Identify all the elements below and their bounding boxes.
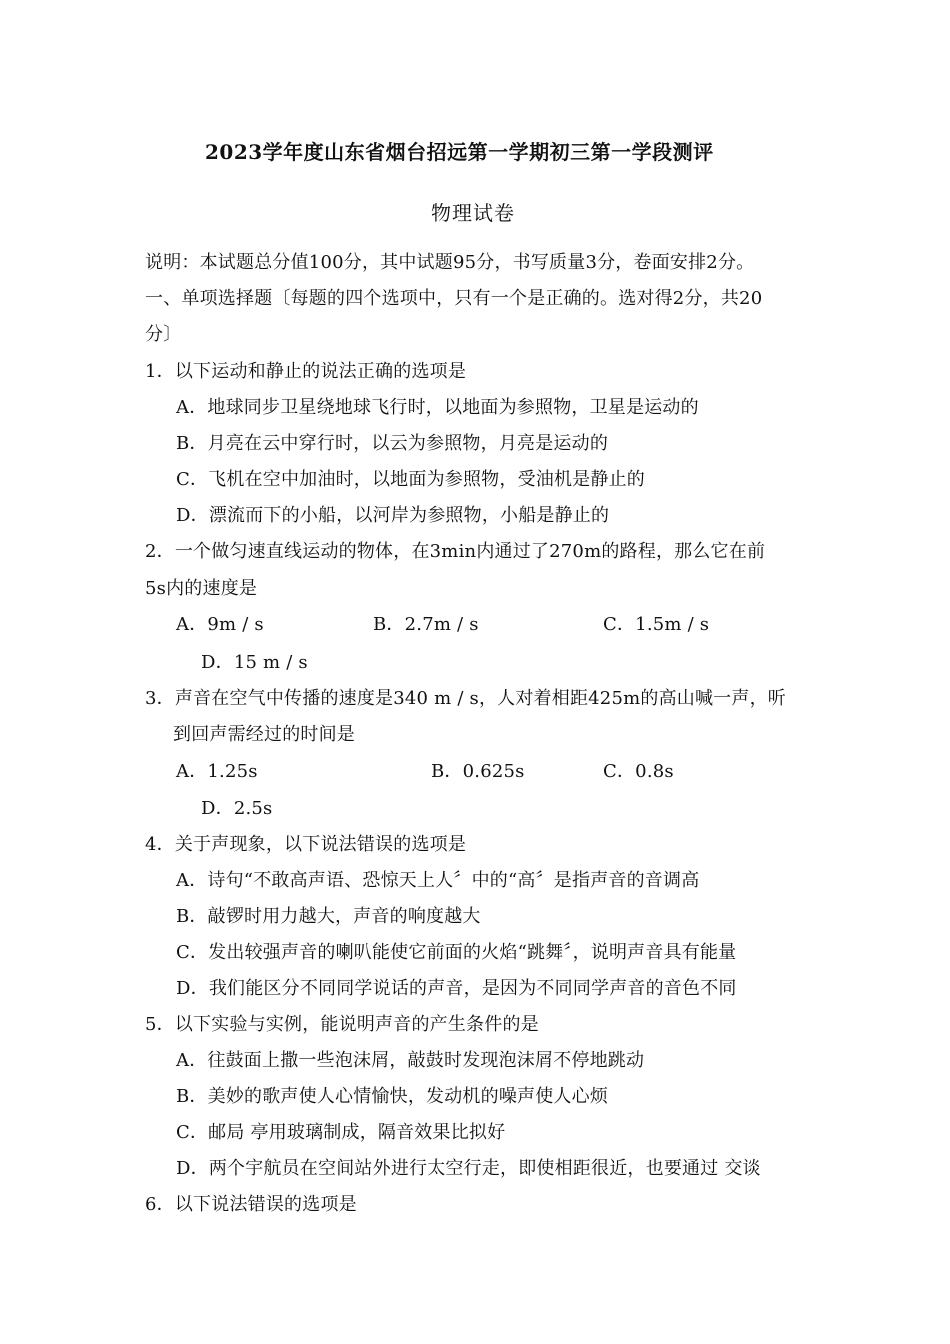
question-2-option-d: D．15 m / s <box>201 652 308 673</box>
question-1-stem: 1．以下运动和静止的说法正确的选项是 <box>145 361 467 382</box>
question-2-option-c: C．1.5m / s <box>603 614 710 635</box>
question-3-option-b: B．0.625s <box>431 761 525 782</box>
question-1-option-b: B．月亮在云中穿行时，以云为参照物，月亮是运动的 <box>176 433 609 454</box>
page-subtitle: 物理试卷 <box>431 201 515 225</box>
question-2-stem-cont: 5s内的速度是 <box>145 578 258 599</box>
question-2-option-b: B．2.7m / s <box>373 614 479 635</box>
section-heading: 一、单项选择题〔每题的四个选项中，只有一个是正确的。选对得2分，共20 <box>145 288 763 309</box>
question-3-option-c: C．0.8s <box>603 761 674 782</box>
question-5-option-a: A．往鼓面上撒一些泡沫屑，敲鼓时发现泡沫屑不停地跳动 <box>176 1050 645 1071</box>
question-1-option-d: D．漂流而下的小船，以河岸为参照物，小船是静止的 <box>176 505 610 526</box>
instructions: 说明：本试题总分值100分，其中试题95分，书写质量3分，卷面安排2分。 <box>145 252 755 273</box>
question-5-stem: 5．以下实验与实例，能说明声音的产生条件的是 <box>145 1014 539 1035</box>
question-4-option-b: B．敲锣时用力越大，声音的响度越大 <box>176 906 481 927</box>
section-heading-cont: 分〕 <box>145 324 182 345</box>
question-3-option-d: D．2.5s <box>201 798 273 819</box>
question-5-option-d: D．两个宇航员在空间站外进行太空行走，即使相距很近，也要通过 交谈 <box>176 1158 761 1179</box>
question-5-option-c: C．邮局 亭用玻璃制成，隔音效果比拟好 <box>176 1122 506 1143</box>
question-5-option-b: B．美妙的歌声使人心情愉快，发动机的噪声使人心烦 <box>176 1086 609 1107</box>
question-3-stem-cont: 到回声需经过的时间是 <box>173 724 355 745</box>
question-4-option-c: C．发出较强声音的喇叭能使它前面的火焰“跳舞〞，说明声音具有能量 <box>176 942 737 963</box>
question-2-option-a: A．9m / s <box>176 614 264 635</box>
question-4-option-a: A．诗句“不敢高声语、恐惊天上人〞中的“高〞是指声音的音调高 <box>176 870 700 891</box>
page-title: 2023学年度山东省烟台招远第一学期初三第一学段测评 <box>205 140 714 164</box>
question-3-option-a: A．1.25s <box>176 761 258 782</box>
question-3-stem: 3．声音在空气中传播的速度是340 m / s，人对着相距425m的高山喊一声，听 <box>145 688 786 709</box>
question-6-stem: 6．以下说法错误的选项是 <box>145 1194 357 1215</box>
question-4-stem: 4．关于声现象，以下说法错误的选项是 <box>145 834 467 855</box>
question-1-option-c: C．飞机在空中加油时，以地面为参照物，受油机是静止的 <box>176 469 645 490</box>
question-2-stem: 2．一个做匀速直线运动的物体，在3min内通过了270m的路程，那么它在前 <box>145 541 766 562</box>
question-1-option-a: A．地球同步卫星绕地球飞行时，以地面为参照物，卫星是运动的 <box>176 397 699 418</box>
question-4-option-d: D．我们能区分不同同学说话的声音，是因为不同同学声音的音色不同 <box>176 978 737 999</box>
